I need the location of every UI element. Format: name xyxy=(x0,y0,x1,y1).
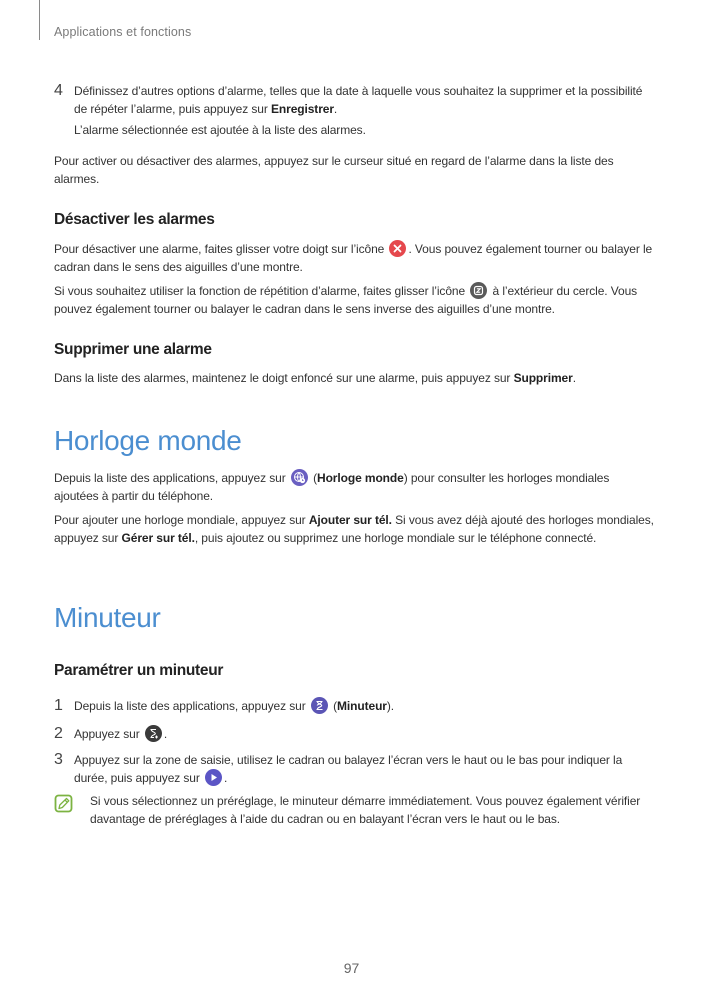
text: à l’extérieur du cercle. Vous pouvez également tourner ou balayer le cadran dans le sens inverse des aiguilles d’une montre. xyxy=(54,284,638,316)
step-text xyxy=(74,697,654,715)
close-icon xyxy=(389,240,406,257)
page-number: 97 xyxy=(343,960,360,976)
section-header: Applications et fonctions xyxy=(54,25,192,39)
step-number: 2 xyxy=(54,725,63,742)
bold-term-ajouter-sur-tel: Ajouter sur tél. xyxy=(308,513,392,527)
disable-paragraph-2 xyxy=(54,282,654,318)
text: ). xyxy=(386,699,395,713)
text: ) pour consulter les horloges mondiales ajoutées à partir du téléphone. xyxy=(54,471,610,503)
bold-term-gerer-sur-tel: Gérer sur tél. xyxy=(121,531,195,545)
timer-step-3 xyxy=(54,751,654,787)
start-play-icon xyxy=(205,769,222,786)
text: . xyxy=(333,102,338,116)
bold-term-supprimer: Supprimer xyxy=(513,371,573,385)
text: . xyxy=(572,371,576,385)
text: . xyxy=(163,727,168,741)
bold-term-horloge-monde: Horloge monde xyxy=(317,471,404,485)
text: Appuyez sur la zone de saisie, utilisez le cadran ou balayez l’écran vers le haut ou le bas pour indiquer la durée, puis appuyez sur xyxy=(74,753,623,785)
step-text xyxy=(74,82,654,118)
timer-icon xyxy=(311,697,328,714)
world-clock-paragraph-1 xyxy=(54,469,654,505)
section-title-world-clock: Horloge monde xyxy=(54,425,242,456)
section-heading-delete: Supprimer une alarme xyxy=(54,341,212,358)
note-text: Si vous sélectionnez un préréglage, le minuteur démarre immédiatement. Vous pouvez également vérifier davantage de préréglages à l’aide du cadran ou en balayant l’écran vers le haut ou le bas. xyxy=(90,794,641,826)
delete-paragraph xyxy=(54,369,654,387)
bold-term-enregistrer: Enregistrer xyxy=(270,102,334,116)
world-clock-icon xyxy=(291,469,308,486)
text: , puis ajoutez ou supprimez une horloge mondiale sur le téléphone connecté. xyxy=(194,531,597,545)
section-heading-set-timer: Paramétrer un minuteur xyxy=(54,662,224,679)
text: ( xyxy=(309,471,318,485)
step-number: 4 xyxy=(54,82,63,99)
note-block xyxy=(54,792,654,828)
timer-step-1 xyxy=(54,697,654,715)
text: Depuis la liste des applications, appuyez sur xyxy=(54,471,289,485)
text: Pour désactiver une alarme, faites glisser votre doigt sur l’icône xyxy=(54,242,388,256)
step-4 xyxy=(54,82,654,139)
disable-paragraph-1 xyxy=(54,240,654,276)
section-heading-disable: Désactiver les alarmes xyxy=(54,211,215,228)
bold-term-minuteur: Minuteur xyxy=(337,699,387,713)
text: ( xyxy=(329,699,338,713)
section-title-timer: Minuteur xyxy=(54,602,161,633)
step-text xyxy=(74,751,654,787)
text: Dans la liste des alarmes, maintenez le doigt enfoncé sur une alarme, puis appuyez sur xyxy=(54,371,514,385)
toggle-paragraph: Pour activer ou désactiver des alarmes, appuyez sur le curseur situé en regard de l’alarme dans la liste des alarmes. xyxy=(54,154,614,186)
text: . Vous pouvez également tourner ou balayer le cadran dans le sens des aiguilles d’une montre. xyxy=(54,242,653,274)
step-result: L’alarme sélectionnée est ajoutée à la liste des alarmes. xyxy=(74,123,366,137)
snooze-icon xyxy=(470,282,487,299)
text: Si vous avez déjà ajouté des horloges mondiales, appuyez sur xyxy=(54,513,654,545)
text: Appuyez sur xyxy=(74,727,143,741)
timer-preset-icon xyxy=(145,725,162,742)
world-clock-paragraph-2 xyxy=(54,511,654,547)
note-pencil-icon xyxy=(54,794,74,819)
step-number: 1 xyxy=(54,697,63,714)
step-number: 3 xyxy=(54,751,63,768)
text: Si vous souhaitez utiliser la fonction de répétition d’alarme, faites glisser l’icône xyxy=(54,284,469,298)
text: . xyxy=(224,771,228,785)
text: Définissez d’autres options d’alarme, telles que la date à laquelle vous souhaitez la supprimer et la possibilité de répéter l’alarme, puis appuyez sur xyxy=(74,84,643,116)
timer-step-2 xyxy=(54,725,654,743)
text: Pour ajouter une horloge mondiale, appuyez sur xyxy=(54,513,309,527)
header-divider xyxy=(39,0,40,40)
text: Depuis la liste des applications, appuyez sur xyxy=(74,699,309,713)
step-text xyxy=(74,725,654,743)
